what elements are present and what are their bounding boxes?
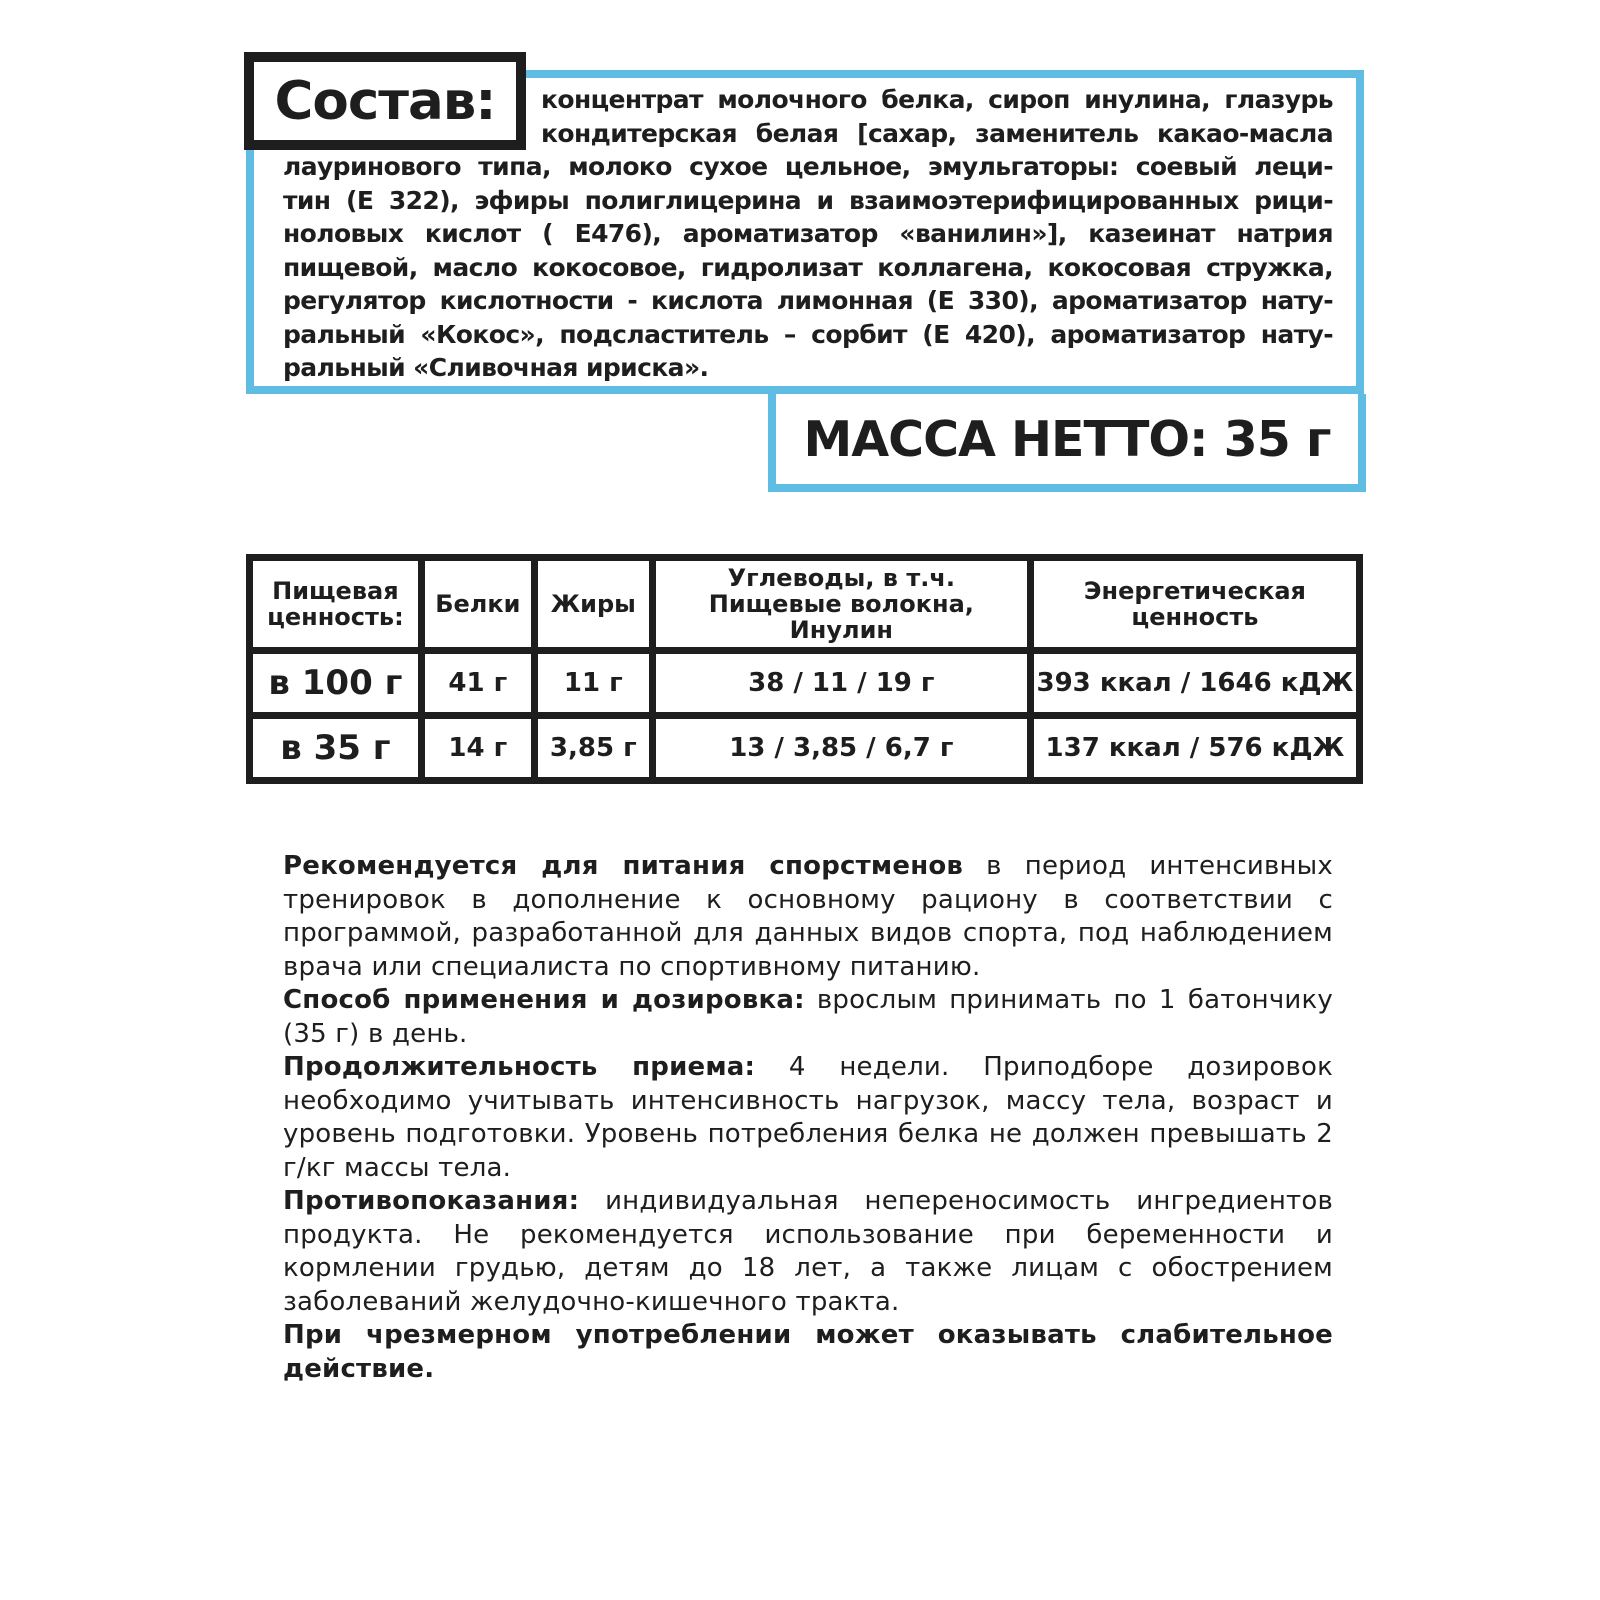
table-cell: 393 ккал / 1646 кДЖ bbox=[1030, 651, 1359, 716]
header-cell: Жиры bbox=[534, 558, 652, 651]
header-cell: Углеводы, в т.ч. Пищевые волокна, Инулин bbox=[652, 558, 1030, 651]
method-heading: Способ применения и дозировка: bbox=[283, 985, 805, 1015]
method-paragraph bbox=[283, 984, 1333, 1051]
table-cell: 11 г bbox=[534, 651, 652, 716]
composition-line: регулятор кислотности - кислота лимонная (Е 330), ароматизатор нату- bbox=[283, 286, 1333, 315]
duration-text: 4 недели. Приподборе дозировок необходимо учитывать интенсивность нагрузок, массу тела, возраст и уровень подготовки. Уровень потребления белка не должен превышать 2 г/кг массы тела. bbox=[283, 1052, 1334, 1183]
row-label: в 35 г bbox=[250, 716, 422, 781]
contraindications-heading: Противопоказания: bbox=[283, 1186, 580, 1216]
table-cell: 41 г bbox=[421, 651, 534, 716]
recommendation-text: в период интенсивных тренировок в дополнение к основному рациону в соответствии с программой, разработанной для данных видов спорта, под наблюдением врача или специалиста по спортивному питанию. bbox=[283, 851, 1333, 982]
contraindications-text: индивидуальная непереносимость ингредиентов продукта. Не рекомендуется использование при беременности и кормлении грудью, детям до 18 лет, а также лицам с обострением заболеваний желудочно-кишечного тракта. bbox=[283, 1186, 1333, 1317]
composition-line: ноловых кислот ( Е476), ароматизатор «ванилин»], казеинат натрия bbox=[283, 219, 1333, 248]
usage-section bbox=[283, 850, 1333, 1386]
header-cell: Энергетическая ценность bbox=[1030, 558, 1359, 651]
recommendation-paragraph bbox=[283, 850, 1333, 984]
table-cell: 137 ккал / 576 кДЖ bbox=[1030, 716, 1359, 781]
table-cell: 38 / 11 / 19 г bbox=[652, 651, 1030, 716]
table-cell: 14 г bbox=[421, 716, 534, 781]
table-row bbox=[250, 716, 1360, 781]
contraindications-paragraph bbox=[283, 1185, 1333, 1319]
table-row bbox=[250, 651, 1360, 716]
net-weight: МАССА НЕТТО: 35 г bbox=[803, 410, 1331, 468]
composition-title: Состав: bbox=[244, 52, 526, 150]
composition-line: кондитерская белая [сахар, заменитель какао-масла bbox=[541, 118, 1333, 148]
table-cell: 13 / 3,85 / 6,7 г bbox=[652, 716, 1030, 781]
method-text: врослым принимать по 1 батончику (35 г) в день. bbox=[283, 985, 1334, 1049]
composition-line: ральный «Сливочная ириска». bbox=[283, 353, 709, 382]
table-header-row bbox=[250, 558, 1360, 651]
composition-line: ральный «Кокос», подсластитель – сорбит (Е 420), ароматизатор нату- bbox=[283, 319, 1333, 349]
warning-text: При чрезмерном употреблении может оказывать слабительное действие. bbox=[283, 1320, 1333, 1384]
header-cell: Белки bbox=[421, 558, 534, 651]
warning-paragraph bbox=[283, 1319, 1333, 1386]
nutrition-table bbox=[246, 554, 1363, 784]
table-cell: 3,85 г bbox=[534, 716, 652, 781]
duration-paragraph bbox=[283, 1051, 1333, 1185]
row-label: в 100 г bbox=[250, 651, 422, 716]
composition-text bbox=[283, 83, 1333, 385]
composition-line: тин (Е 322), эфиры полиглицерина и взаимоэтерифицированных рици- bbox=[283, 185, 1333, 215]
header-cell: Пищевая ценность: bbox=[250, 558, 422, 651]
composition-line: концентрат молочного белка, сироп инулина, глазурь bbox=[541, 85, 1333, 114]
composition-line: пищевой, масло кокосовое, гидролизат коллагена, кокосовая стружка, bbox=[283, 252, 1333, 282]
net-weight-box bbox=[768, 394, 1366, 492]
duration-heading: Продолжительность приема: bbox=[283, 1052, 756, 1082]
recommendation-heading: Рекомендуется для питания спорстменов bbox=[283, 851, 964, 881]
composition-line: лауринового типа, молоко сухое цельное, эмульгаторы: соевый леци- bbox=[283, 152, 1333, 181]
